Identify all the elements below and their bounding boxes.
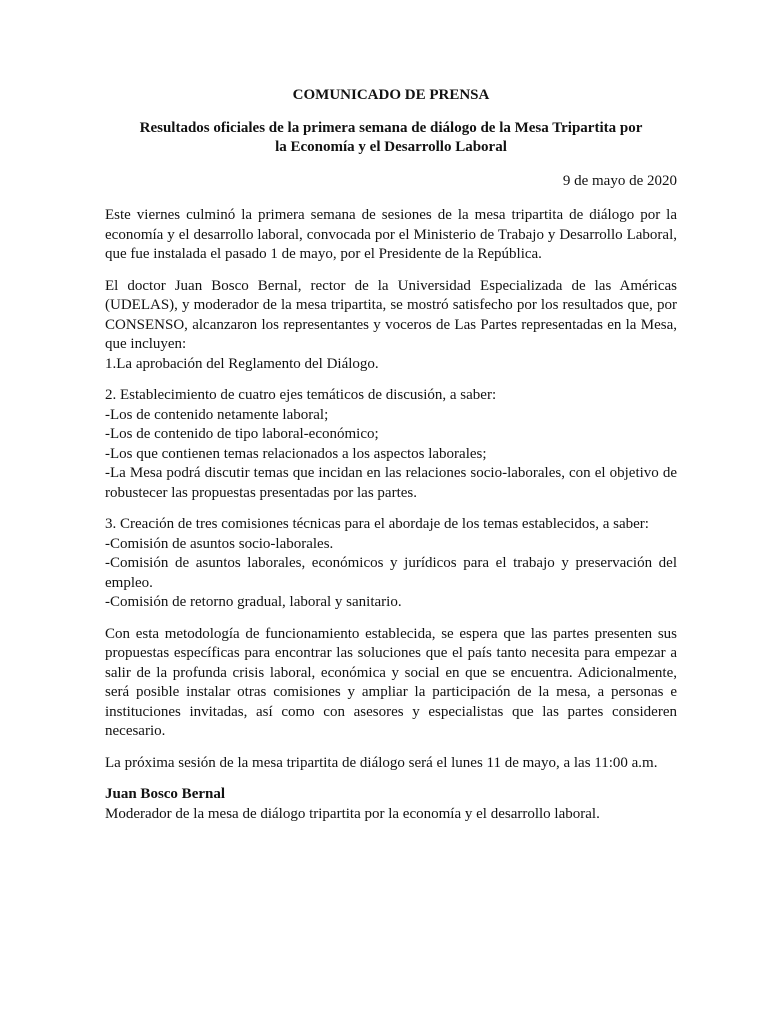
paragraph-consensus: El doctor Juan Bosco Bernal, rector de la Universidad Especializada de las Américas (UDELAS), y moderador de la mesa tripartita, se mostró satisfecho por los resultados que, por CONSENSO, alcanzaron los representantes y voceros de Las Partes representadas en la Mesa, que incluyen: <box>105 277 677 352</box>
signature-role: Moderador de la mesa de diálogo tripartita por la economía y el desarrollo laboral. <box>105 805 600 822</box>
list-item-axis-3: -Los que contienen temas relacionados a los aspectos laborales; <box>105 445 487 462</box>
paragraph-methodology: Con esta metodología de funcionamiento establecida, se espera que las partes presenten sus propuestas específicas para encontrar las soluciones que el país tanto necesita para empezar a salir de la profunda crisis laboral, económica y social en que se encuentra. Adicionalmente, será posible instalar otras comisiones y ampliar la participación de la mesa, a personas e instituciones invitadas, así como con asesores y especialistas que las partes consideren necesario. <box>105 625 677 739</box>
document-date: 9 de mayo de 2020 <box>562 172 677 189</box>
list-item-commission-3: -Comisión de retorno gradual, laboral y sanitario. <box>105 594 402 610</box>
document-subtitle-line2: la Economía y el Desarrollo Laboral <box>275 139 507 155</box>
document-subtitle <box>105 119 677 158</box>
signature-block <box>105 785 677 824</box>
signature-name: Juan Bosco Bernal <box>105 786 226 802</box>
list-item-axis-2: -Los de contenido de tipo laboral-económico; <box>105 426 379 442</box>
list-item-commission-1: -Comisión de asuntos socio-laborales. <box>105 535 334 552</box>
section-commissions-heading: 3. Creación de tres comisiones técnicas para el abordaje de los temas establecidos, a saber: <box>105 516 649 532</box>
section-axes-heading: 2. Establecimiento de cuatro ejes temáticos de discusión, a saber: <box>105 387 497 403</box>
paragraph-consensus-block <box>105 277 677 375</box>
list-item-axis-4: -La Mesa podrá discutir temas que incidan en las relaciones socio-laborales, con el objetivo de robustecer las propuestas presentadas por las partes. <box>105 465 677 501</box>
paragraph-next-session: La próxima sesión de la mesa tripartita de diálogo será el lunes 11 de mayo, a las 11:00 a.m. <box>105 754 658 771</box>
section-thematic-axes <box>105 386 677 503</box>
list-item-point1: 1.La aprobación del Reglamento del Diálogo. <box>105 355 379 372</box>
section-commissions <box>105 515 677 613</box>
paragraph-intro: Este viernes culminó la primera semana de sesiones de la mesa tripartita de diálogo por la economía y el desarrollo laboral, convocada por el Ministerio de Trabajo y Desarrollo Laboral, que fue instalada el pasado 1 de mayo, por el Presidente de la República. <box>105 207 677 262</box>
list-item-axis-1: -Los de contenido netamente laboral; <box>105 406 329 423</box>
list-item-commission-2: -Comisión de asuntos laborales, económicos y jurídicos para el trabajo y preservación del empleo. <box>105 555 677 591</box>
document-title: COMUNICADO DE PRENSA <box>292 87 490 103</box>
document-subtitle-line1: Resultados oficiales de la primera semana de diálogo de la Mesa Tripartita por <box>139 119 643 136</box>
